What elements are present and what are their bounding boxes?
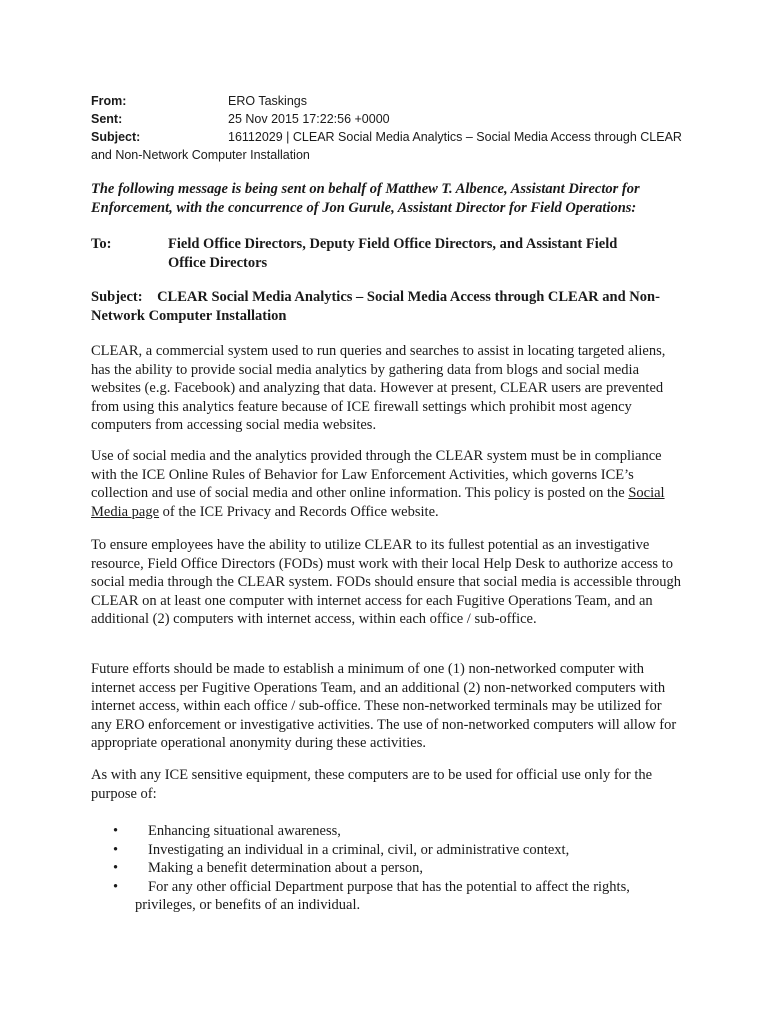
paragraph-2-text-a: Use of social media and the analytics provided through the CLEAR system must be in compliance with the ICE Online Rules of Behavior for Law Enforcement Activities, which governs ICE’s collection and use of social media and other online information. This policy is posted on the [91, 448, 662, 501]
subject-value: 16112029 | CLEAR Social Media Analytics – Social Media Access through CLEAR [228, 130, 682, 144]
bullet-glyph: • [113, 841, 119, 858]
bullet-glyph: • [113, 878, 119, 895]
memo-subject-value: CLEAR Social Media Analytics – Social Media Access through CLEAR and Non-Network Computer Installation [91, 289, 660, 324]
bullet-glyph: • [113, 823, 119, 839]
purpose-list [91, 822, 681, 915]
memo-subject [91, 288, 681, 325]
list-item-text: Investigating an individual in a criminal, civil, or administrative context, [148, 841, 570, 858]
paragraph-2 [91, 447, 681, 521]
list-item [91, 878, 681, 915]
from-value: ERO Taskings [228, 94, 307, 108]
paragraph-3: To ensure employees have the ability to utilize CLEAR to its fullest potential as an investigative resource, Field Office Directors (FODs) must work with their local Help Desk to authorize access to social media through the CLEAR system. FODs should ensure that social media is accessible through CLEAR on at least one computer with internet access for each Fugitive Operations Team, and an additional (2) computers with internet access, within each office / sub-office. [91, 537, 681, 627]
list-item [91, 841, 681, 860]
memo-subject-label: Subject: [91, 289, 143, 305]
bullet-glyph: • [113, 860, 119, 876]
social-media-page-link[interactable]: Social Media page [91, 485, 665, 520]
to-label: To: [91, 236, 112, 252]
subject-label: Subject: [91, 130, 141, 144]
list-item-text: Enhancing situational awareness, [148, 823, 341, 839]
list-item-text: Making a benefit determination about a person, [148, 860, 424, 876]
to-value: Field Office Directors, Deputy Field Office Directors, and Assistant Field Office Directors [168, 236, 618, 271]
list-item-text: For any other official Department purpose that has the potential to affect the rights, [148, 878, 630, 895]
sent-value: 25 Nov 2015 17:22:56 +0000 [228, 112, 390, 126]
sent-label: Sent: [91, 112, 123, 126]
paragraph-1: CLEAR, a commercial system used to run queries and searches to assist in locating targeted aliens, has the ability to provide social media analytics by gathering data from blogs and social media websites (e.g. Facebook) and analyzing that data. However at present, CLEAR users are prevented from using this analytics feature because of ICE firewall settings which prohibit most agency computers from accessing social media websites. [91, 343, 666, 433]
subject-continuation: and Non-Network Computer Installation [91, 148, 310, 162]
intro-statement: The following message is being sent on behalf of Matthew T. Albence, Assistant Director for Enforcement, with the concurrence of Jon Gurule, Assistant Director for Field Operations: [91, 181, 640, 216]
paragraph-2-text-b: of the ICE Privacy and Records Office website. [159, 503, 439, 520]
list-item [91, 859, 681, 878]
paragraph-4: Future efforts should be made to establish a minimum of one (1) non-networked computer with internet access per Fugitive Operations Team, and an additional (2) non-networked computers with internet access, within each office / sub-office. These non-networked terminals may be utilized for any ERO enforcement or investigative activities. The use of non-networked computers will allow for appropriate operational anonymity during these activities. [91, 661, 677, 751]
from-label: From: [91, 94, 127, 108]
list-item [91, 822, 681, 841]
list-item-text-continuation: privileges, or benefits of an individual. [135, 897, 361, 913]
paragraph-5: As with any ICE sensitive equipment, these computers are to be used for official use only for the purpose of: [91, 767, 653, 802]
